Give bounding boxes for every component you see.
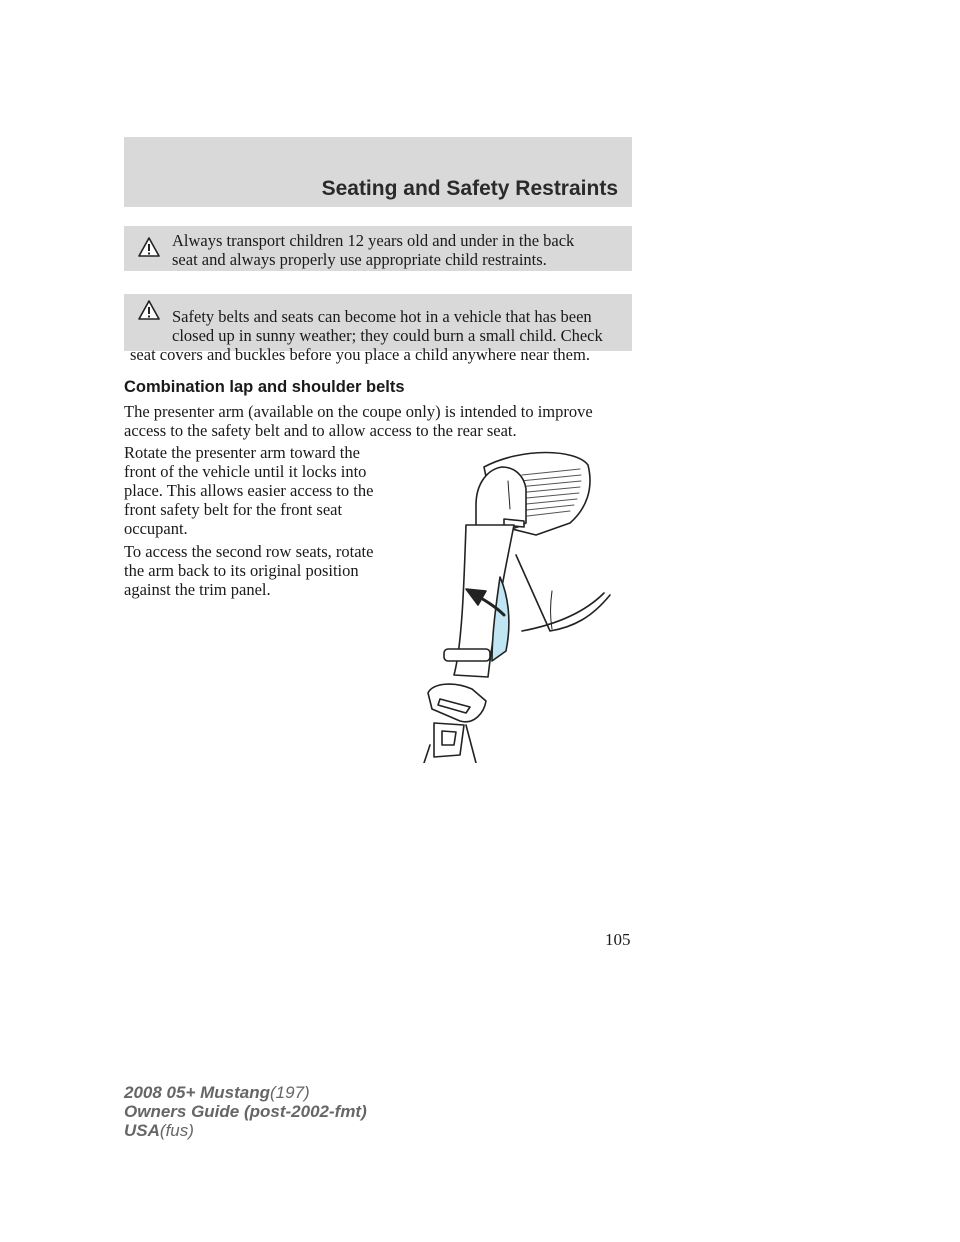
warning-text-line: Always transport children 12 years old and under in the back [172,231,575,250]
warning-text-line: Safety belts and seats can become hot in a vehicle that has been [172,307,592,326]
section-title: Seating and Safety Restraints [321,177,618,200]
warning-box-hot-belts [124,294,632,364]
footer-guide: Owners Guide (post-2002-fmt) [124,1102,367,1121]
warning-text-line: closed up in sunny weather; they could burn a small child. Check [172,326,603,345]
presenter-arm-illustration [404,445,618,763]
subheading: Combination lap and shoulder belts [124,378,405,396]
document-footer [124,1083,367,1140]
footer-market-code: (fus) [159,1121,194,1140]
warning-triangle-icon [138,237,160,257]
paragraph: The presenter arm (available on the coupe only) is intended to improve access to the safety belt and to allow access to the rear seat. [124,402,593,440]
warning-text-line: seat and always properly use appropriate child restraints. [172,250,547,269]
paragraph: To access the second row seats, rotate the arm back to its original position against the trim panel. [124,542,374,599]
warning-triangle-icon [138,300,160,320]
warning-text-line: seat covers and buckles before you place a child anywhere near them. [130,345,590,364]
warning-box-children [124,226,632,271]
paragraph: Rotate the presenter arm toward the front of the vehicle until it locks into place. This allows easier access to the front safety belt for the front seat occupant. [124,443,374,538]
footer-market: USA [124,1121,160,1140]
page-number: 105 [605,930,631,949]
footer-model: 2008 05+ Mustang [124,1083,270,1102]
footer-model-code: (197) [270,1083,310,1102]
section-header [124,137,632,207]
